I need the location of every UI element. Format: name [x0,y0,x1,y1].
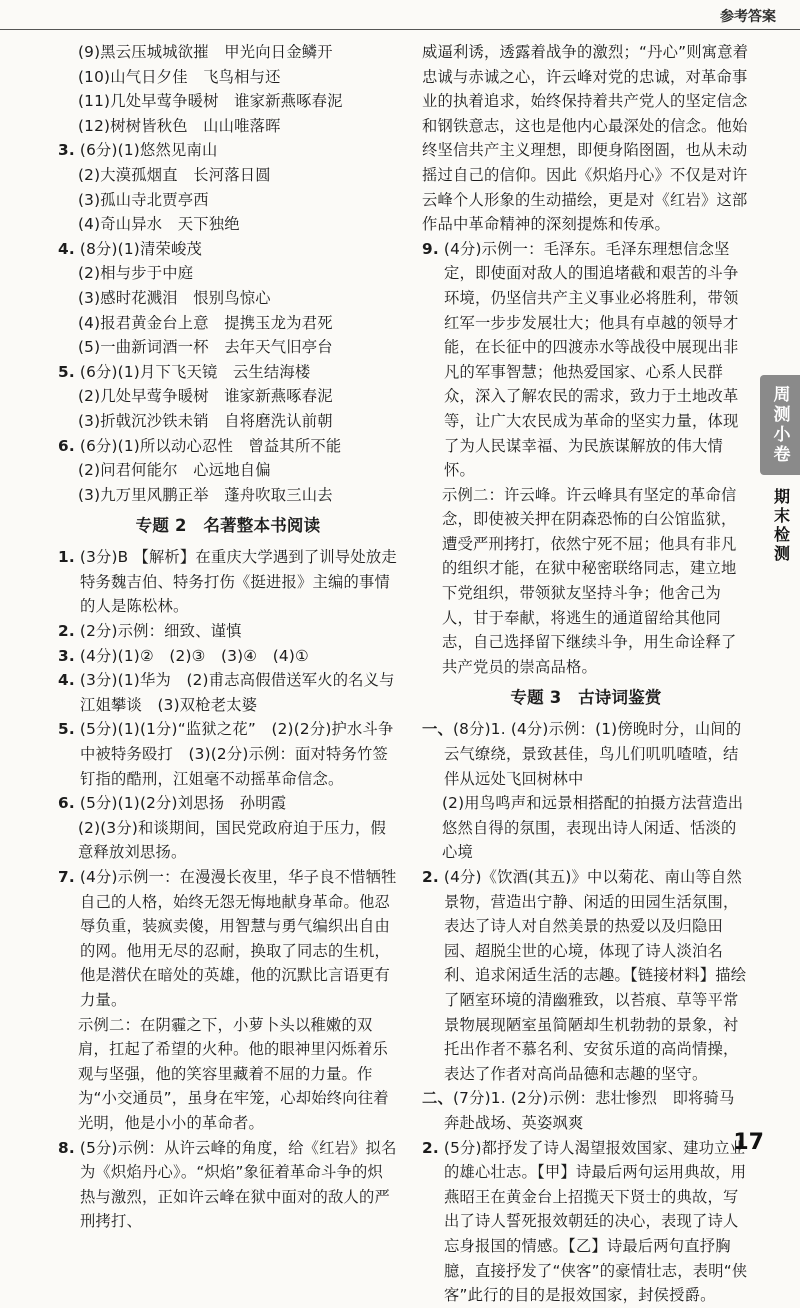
answer-line: (4)奇山异水 天下独绝 [78,215,240,234]
side-tab-weekly-quiz[interactable]: 周测小卷 [760,375,800,475]
answer-line: (3)九万里风鹏正举 蓬舟吹取三山去 [78,485,333,504]
answer-item [58,791,398,816]
answer-item [58,668,398,717]
answer-continuation: 威逼利诱，透露着战争的激烈；“丹心”则寓意着忠诚与赤诚之心，许云峰对党的忠诚，对革命事业的执着追求，始终保持着共产党人的坚定信念和钢铁意志，这也是他内心最深处的信念。他始终坚信共产主义理想，即便身陷囹圄，也从未动摇过自己的信仰。因此《炽焰丹心》不仅是对许云峰个人形象的生动描绘，更是对《红岩》这部作品中革命精神的深刻提炼和传承。 [422,43,749,234]
question-number: 8. [58,1138,75,1157]
section-title: 专题 3 古诗词鉴赏 [510,688,662,708]
answer-text: (4分)《饮酒(其五)》中以菊花、南山等自然景物，营造出宁静、闲适的田园生活氛围，表达了诗人对自然美景的热爱以及归隐田园、超脱尘世的心境，体现了诗人淡泊名利、追求闲适生活的志趣。【链接材料】描绘了陋室环境的清幽雅致，以苔痕、草等平常景物展现陋室虽简陋却生机勃勃的景象，衬托出作者不慕名利、安贫乐道的高尚情操，表达了作者对高尚品德和志趣的坚守。 [438,868,747,1083]
question-number: 3. [58,646,75,665]
section-title: 专题 2 名著整本书阅读 [135,516,321,536]
answer-line: (2)相与步于中庭 [78,264,194,283]
question-number: 6. [58,436,75,455]
left-column [58,40,398,1234]
question-number: 3. [58,141,75,160]
side-label-final-exam: 期末检测 [771,488,791,564]
question-number: 5. [58,362,75,381]
answer-item [422,865,750,1086]
question-number: 2. [422,868,439,886]
answer-line: (3)孤山寺北贾亭西 [78,190,209,209]
question-number: 9. [422,239,439,258]
answer-item [58,1136,398,1234]
header-divider [0,29,800,30]
answer-text: (8分)(1)清荣峻茂 [74,239,202,258]
answer-text: (6分)(1)悠然见南山 [74,141,218,160]
answer-line: (9)黑云压城城欲摧 甲光向日金鳞开 [78,43,333,61]
answer-item [422,237,750,483]
answer-text: (7分)1. (2分)示例：悲壮惨烈 即将骑马奔赴战场、英姿飒爽 [444,1089,735,1132]
answer-item [58,237,398,262]
answer-text: (3分)(1)华为 (2)甫志高假借送军火的名义与江姐攀谈 (3)双枪老太婆 [74,671,395,714]
answer-text: (8分)1. (4分)示例：(1)傍晚时分，山间的云气缭绕，景致甚佳，鸟儿们叽叽喳喳，结伴从远处飞回树林中 [444,720,742,788]
question-number: 4. [58,671,75,690]
answer-item [58,138,398,163]
answer-line: (4)报君黄金台上意 提携玉龙为君死 [78,313,333,332]
answer-text: (6分)(1)月下飞天镜 云生结海楼 [74,362,311,381]
page-number: 17 [733,1130,764,1155]
question-number: 2. [58,622,75,641]
answer-text: (5分)示例：从许云峰的角度，给《红岩》拟名为《炽焰丹心》。“炽焰”象征着革命斗争的炽热与激烈，正如许云峰在狱中面对的敌人的严刑拷打、 [74,1138,397,1231]
answer-text: (3分)B 【解析】在重庆大学遇到了训导处放走特务魏吉伯、特务打伤《挺进报》主编的事情的人是陈松林。 [74,548,397,616]
answer-line: (12)树树皆秋色 山山唯落晖 [78,116,281,135]
answer-text: (6分)(1)所以动心忍性 曾益其所不能 [74,436,342,455]
question-number: 二、 [422,1089,453,1108]
answer-text: (5分)(1)(2分)刘思扬 孙明霞 [74,794,287,813]
answer-item [422,1086,750,1135]
question-number: 1. [58,548,75,567]
answer-item [58,619,398,644]
answer-line: (2)用鸟鸣声和远景相搭配的拍摄方法营造出悠然自得的氛围，表现出诗人闲适、恬淡的心境 [442,794,744,862]
answer-text: (4分)示例一：在漫漫长夜里，华子良不惜牺牲自己的人格，始终无怨无悔地献身革命。他忍辱负重，装疯卖傻，用智慧与勇气编织出自由的网。他用无尽的忍耐，换取了同志的生机，他是潜伏在暗处的英雄，他的沉默比言语更有力量。 [74,868,397,1009]
answer-line: 示例二：许云峰。许云峰具有坚定的革命信念，即使被关押在阴森恐怖的白公馆监狱，遭受严刑拷打，依然宁死不屈；他具有非凡的组织才能，在狱中秘密联络同志，建立地下党组织，带领狱友坚持斗争；他舍己为人，甘于奉献，将逃生的通道留给其他同志，自己选择留下继续斗争，用生命诠释了共产党员的崇高品格。 [442,485,737,676]
answer-item [58,717,398,791]
question-number: 一、 [422,720,453,739]
answer-item [58,360,398,385]
answer-line: (11)几处早莺争暖树 谁家新燕啄春泥 [78,92,343,111]
answer-text: (5分)(1)(1分)“监狱之花” (2)(2分)护水斗争中被特务殴打 (3)(2分)示例：面对特务竹签钉指的酷刑，江姐毫不动摇革命信念。 [74,720,394,788]
question-number: 5. [58,720,75,739]
answer-line: 示例二：在阴霾之下，小萝卜头以稚嫩的双肩，扛起了希望的火种。他的眼神里闪烁着乐观与坚强，他的笑容里藏着不屈的力量。作为“小交通员”，虽身在牢笼，心却始终向往着光明，他是小小的革命者。 [78,1015,389,1132]
question-number: 6. [58,794,75,813]
answer-item [422,717,750,791]
answer-line: (10)山气日夕佳 飞鸟相与还 [78,67,281,86]
answer-item [58,865,398,1013]
answer-line: (2)(3分)和谈期间，国民党政府迫于压力，假意释放刘思扬。 [78,818,386,862]
answer-text: (5分)都抒发了诗人渴望报效国家、建功立业的雄心壮志。【甲】诗最后两句运用典故，用燕昭王在黄金台上招揽天下贤士的典故，写出了诗人誓死报效朝廷的决心，表现了诗人忘身报国的情感。【乙】诗最后两句直抒胸臆，直接抒发了“侠客”的豪情壮志，表明“侠客”此行的目的是报效国家，封侯授爵。 [438,1138,748,1305]
answer-line: (2)大漠孤烟直 长河落日圆 [78,165,271,184]
right-column [422,40,750,1308]
answer-item [422,1136,750,1308]
question-number: 4. [58,239,75,258]
answer-line: (3)感时花溅泪 恨别鸟惊心 [78,288,271,307]
question-number: 2. [422,1138,439,1157]
answer-text: (2分)示例：细致、谨慎 [74,622,242,641]
question-number: 7. [58,868,75,886]
answer-item [58,434,398,459]
answer-line: (2)几处早莺争暖树 谁家新燕啄春泥 [78,387,333,406]
answer-text: (4分)示例一：毛泽东。毛泽东理想信念坚定，即使面对敌人的围追堵截和艰苦的斗争环境，仍坚信共产主义事业必将胜利，带领红军一步步发展壮大；他具有卓越的领导才能，在长征中的四渡赤水等战役中展现出非凡的军事智慧；他热爱国家、心系人民群众，深入了解农民的需求，致力于土地改革等，让广大农民成为革命的坚实力量，体现了为人民谋幸福、为民族谋解放的伟大情怀。 [438,239,739,480]
answer-item [58,545,398,619]
answer-item [58,644,398,669]
header-label: 参考答案 [720,9,776,25]
answer-line: (3)折戟沉沙铁未销 自将磨洗认前朝 [78,411,333,430]
answer-line: (5)一曲新词酒一杯 去年天气旧亭台 [78,338,333,357]
answer-line: (2)问君何能尔 心远地自偏 [78,461,271,480]
answer-text: (4分)(1)② (2)③ (3)④ (4)① [74,646,309,665]
